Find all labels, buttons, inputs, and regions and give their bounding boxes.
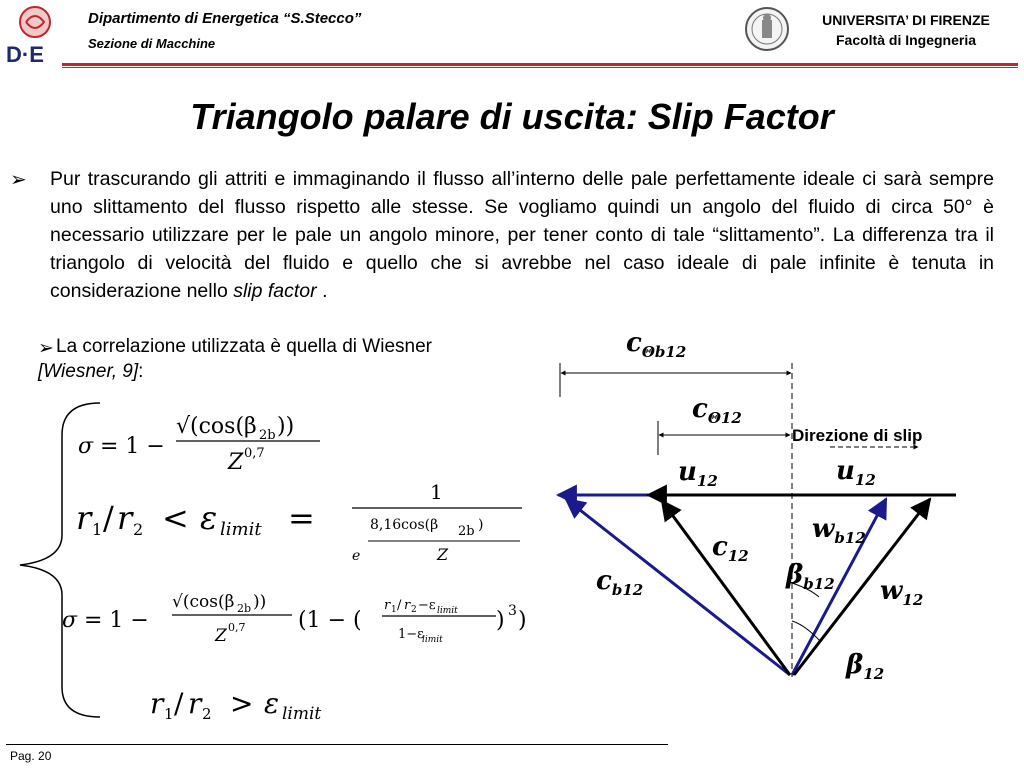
svg-text:/: / (397, 598, 402, 613)
svg-text:): ) (518, 608, 527, 633)
university-name: UNIVERSITA’ DI FIRENZE (822, 12, 990, 28)
department-logo (4, 4, 66, 64)
svg-text:1: 1 (92, 520, 103, 539)
body-paragraph (50, 165, 994, 305)
svg-text:−ε: −ε (418, 598, 436, 613)
arrow-bullet-icon: ➢ (10, 169, 27, 191)
svg-text:σ: σ (62, 608, 78, 633)
header-divider (62, 63, 1018, 66)
svg-text:2b: 2b (259, 428, 276, 443)
department-name: Dipartimento di Energetica “S.Stecco” (88, 10, 362, 27)
slip-factor-term: slip factor (233, 280, 317, 302)
label-c-theta-12: $c_{\Theta 12}$ (692, 394, 742, 427)
label-c-theta-b12: $c_{\Theta b12}$ (626, 328, 687, 361)
svg-text:r: r (404, 598, 411, 613)
svg-text:ε: ε (264, 687, 280, 720)
svg-text:0,7: 0,7 (228, 621, 246, 634)
svg-text:limit: limit (282, 704, 322, 724)
correlation-text: La correlazione utilizzata è quella di Wiesner (56, 336, 432, 357)
svg-text:8,16cos(β: 8,16cos(β (370, 517, 439, 533)
university-block (794, 10, 1018, 50)
citation (38, 361, 143, 383)
faculty-name: Facoltà di Ingegneria (835, 32, 977, 48)
header-divider-thin (62, 67, 1018, 68)
svg-text:Z: Z (215, 626, 227, 646)
wiesner-formulas (0, 395, 560, 735)
svg-text:1: 1 (430, 480, 443, 504)
slide-title: Triangolo palare di uscita: Slip Factor (190, 96, 834, 137)
svg-text:2b: 2b (458, 524, 475, 539)
svg-text:1: 1 (164, 705, 174, 723)
svg-text:√(cos(β: √(cos(β (176, 414, 257, 439)
arrow-bullet-icon: ➢ (38, 338, 54, 359)
svg-text:= 1 −: = 1 − (84, 608, 149, 633)
svg-text:): ) (496, 608, 505, 633)
footer-divider (6, 744, 668, 745)
svg-text:r: r (76, 499, 92, 537)
svg-text:= 1 −: = 1 − (100, 434, 165, 459)
formula-4 (150, 687, 321, 724)
svg-text:=: = (288, 499, 315, 537)
svg-text:r: r (188, 687, 202, 720)
svg-text:r: r (117, 499, 133, 537)
svg-text:<: < (162, 499, 189, 537)
svg-text:0,7: 0,7 (244, 446, 265, 461)
svg-text:Z: Z (228, 450, 244, 475)
label-c12: $c_{12}$ (712, 532, 749, 565)
label-u12-left: $u_{12}$ (678, 457, 718, 490)
svg-text:3: 3 (508, 603, 517, 619)
label-u12-right: $u_{12}$ (836, 456, 876, 489)
svg-text:): ) (478, 517, 484, 533)
svg-text:limit: limit (422, 635, 443, 645)
svg-text:limit: limit (437, 606, 458, 616)
paragraph-text: Pur trascurando gli attriti e immaginando il flusso all’interno delle pale perfettamente ideale ci sarà sempre uno slittamento del flusso rispetto alle stesse. Se vogliamo quindi un angolo del fluido di circa 50° è necessario utilizzare per le pale un angolo minore, per tener conto di tale “slittamento”. La differenza tra il triangolo di velocità del fluido e quello che si avrebbe nel caso ideale di pale infinite è tenuta in considerazione nello (50, 168, 994, 302)
svg-text:1: 1 (391, 605, 397, 615)
svg-text:√(cos(β: √(cos(β (172, 592, 235, 612)
label-cb12: $c_{b12}$ (596, 566, 644, 599)
svg-text:/: / (174, 687, 184, 720)
svg-text:2: 2 (202, 705, 212, 723)
paragraph-tail: . (316, 280, 328, 302)
formula-2 (76, 480, 522, 564)
velocity-triangle-diagram (540, 325, 1024, 695)
svg-text:1−ε: 1−ε (398, 627, 424, 642)
label-beta-b12: $\beta_{b12}$ (786, 560, 835, 593)
svg-text:Z: Z (437, 545, 449, 564)
svg-text:2: 2 (133, 520, 144, 539)
svg-text:r: r (150, 687, 164, 720)
svg-text:2b: 2b (237, 602, 252, 615)
slip-direction-label: Direzione di slip (792, 426, 923, 445)
citation-ref: [Wiesner, 9] (38, 361, 139, 382)
svg-text:(1 − (: (1 − ( (298, 608, 362, 633)
svg-text:r: r (384, 598, 391, 613)
section-name: Sezione di Macchine (88, 36, 216, 51)
logo-text: D·E (6, 42, 44, 64)
page-number: Pag. 20 (10, 749, 52, 763)
label-beta-12: $\beta_{12}$ (846, 650, 885, 683)
label-wb12: $w_{b12}$ (812, 514, 866, 547)
label-w12: $w_{12}$ (880, 576, 924, 609)
svg-text:e: e (352, 548, 361, 564)
svg-text:σ: σ (78, 434, 94, 459)
svg-text:limit: limit (220, 519, 262, 540)
formula-3 (62, 592, 527, 646)
formula-1 (78, 414, 320, 475)
citation-colon: : (138, 361, 144, 382)
svg-text:)): )) (277, 414, 295, 439)
svg-text:ε: ε (200, 499, 218, 537)
svg-text:>: > (230, 687, 254, 720)
svg-text:/: / (103, 499, 114, 537)
svg-text:)): )) (253, 592, 267, 612)
university-seal-icon (744, 6, 790, 52)
svg-text:2: 2 (411, 605, 417, 615)
